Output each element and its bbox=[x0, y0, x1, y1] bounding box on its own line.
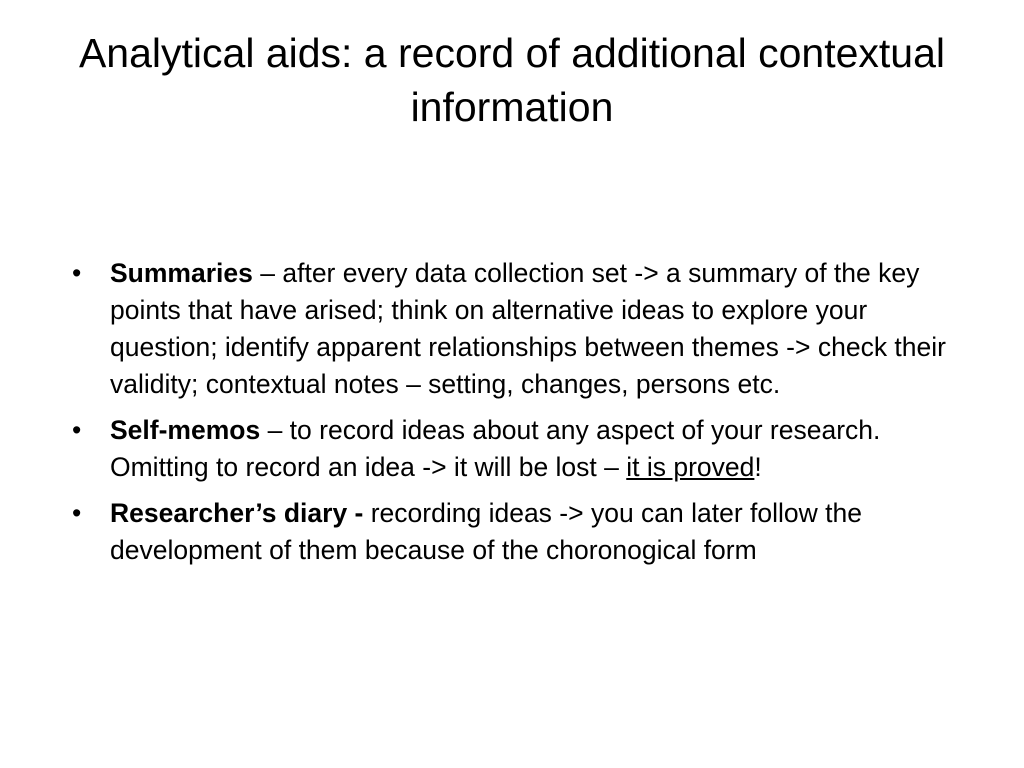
underlined-phrase: it is proved bbox=[626, 452, 755, 482]
bullet-text: recording ideas -> you can later follow the development of them because of the choronogical form bbox=[110, 498, 862, 565]
bullet-term: Self-memos bbox=[110, 415, 261, 445]
bullet-text-tail: ! bbox=[754, 452, 762, 482]
bullet-item-self-memos bbox=[70, 412, 970, 486]
bullet-text: – to record ideas about any aspect of your research. Omitting to record an idea -> it will be lost – bbox=[110, 415, 881, 482]
bullet-icon: • bbox=[72, 258, 82, 288]
bullet-term: Summaries bbox=[110, 258, 253, 288]
bullet-item-summaries bbox=[70, 255, 970, 403]
bullet-text: – after every data collection set -> a summary of the key points that have arised; think on alternative ideas to explore your question; identify apparent relationships between themes -> check their validity; contextual notes – setting, changes, persons etc. bbox=[110, 258, 946, 399]
bullet-icon: • bbox=[72, 415, 82, 445]
slide-title: Analytical aids: a record of additional contextual information bbox=[78, 30, 946, 130]
bullet-icon: • bbox=[72, 498, 82, 528]
bullet-item-researchers-diary bbox=[70, 495, 970, 569]
bullet-list bbox=[70, 255, 970, 578]
bullet-term: Researcher’s diary - bbox=[110, 498, 371, 528]
